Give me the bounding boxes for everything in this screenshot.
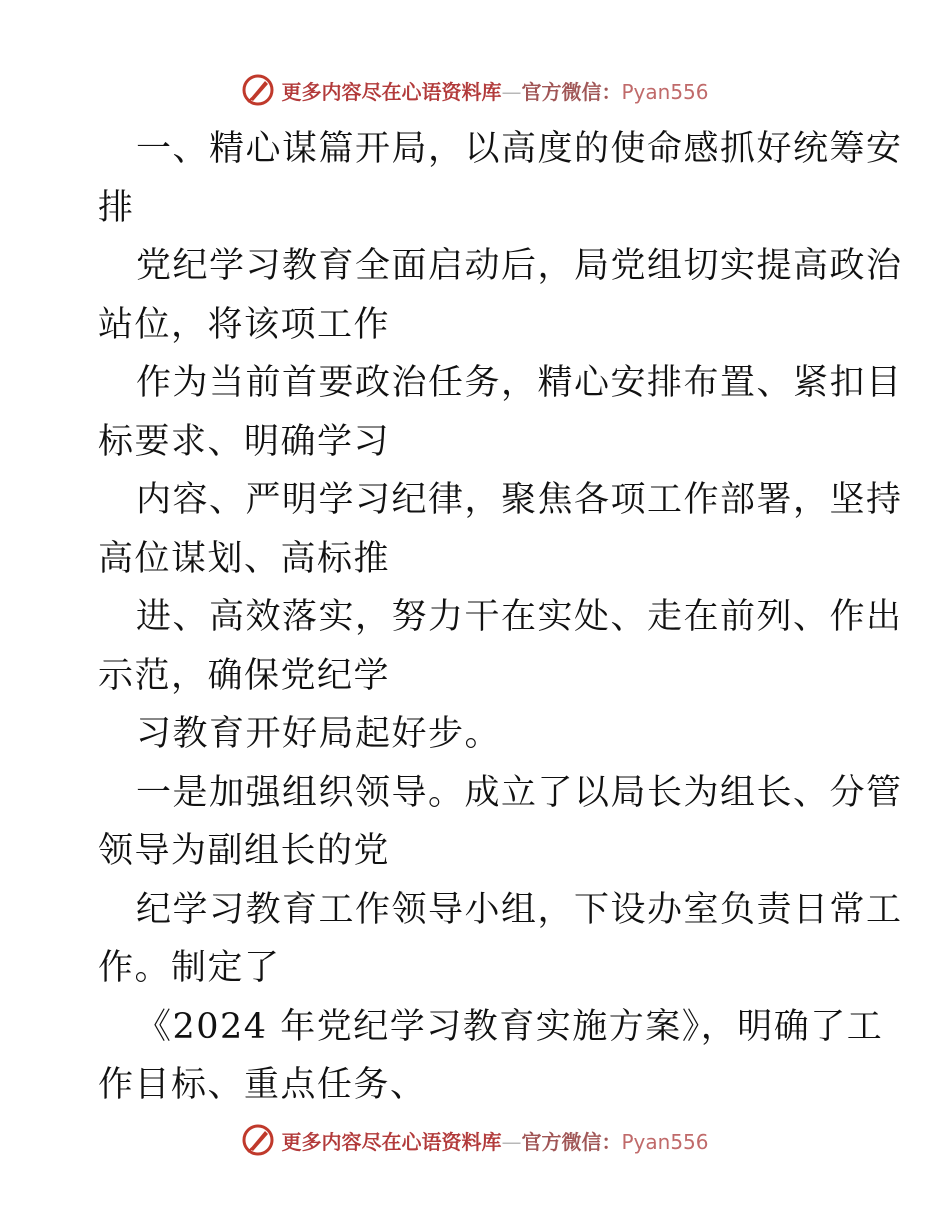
watermark-text <box>281 76 708 105</box>
text-line: 作目标、重点任务、 <box>98 1065 427 1105</box>
text-line: 进、高效落实，努力干在实处、走在前列、作出 <box>136 597 903 637</box>
document-body <box>98 120 903 1115</box>
watermark-text <box>281 1126 708 1155</box>
text-line: 一、精心谋篇开局，以高度的使命感抓好统筹安 <box>136 129 903 169</box>
watermark-separator: — <box>501 79 522 104</box>
quill-pen-icon <box>241 73 275 107</box>
text-line: 一是加强组织领导。成立了以局长为组长、分管 <box>136 772 903 813</box>
header-watermark <box>0 70 950 110</box>
text-line: 排 <box>98 187 135 228</box>
quill-pen-icon <box>241 1123 275 1157</box>
watermark-main: 更多内容尽在心语资料库 <box>281 1129 502 1154</box>
text-line: 站位，将该项工作 <box>98 304 391 345</box>
watermark-main: 更多内容尽在心语资料库 <box>281 79 502 104</box>
watermark-weixin-id: Pyan556 <box>621 1129 709 1154</box>
watermark-weixin-id: Pyan556 <box>621 79 709 104</box>
text-line: 习教育开好局起好步。 <box>136 714 502 754</box>
text-line: 领导为副组长的党 <box>98 831 391 871</box>
text-line: 高位谋划、高标推 <box>98 538 391 579</box>
watermark-weixin-label: 官方微信： <box>521 1129 622 1154</box>
text-line: 纪学习教育工作领导小组，下设办室负责日常工 <box>136 889 903 930</box>
text-line: 《2024 年党纪学习教育实施方案》，明确了工 <box>136 1006 884 1047</box>
watermark-weixin-label: 官方微信： <box>521 79 622 104</box>
footer-watermark <box>0 1120 950 1160</box>
watermark-separator: — <box>501 1129 522 1154</box>
text-line: 党纪学习教育全面启动后，局党组切实提高政治 <box>136 246 903 286</box>
text-line: 作。制定了 <box>98 948 281 988</box>
text-line: 标要求、明确学习 <box>98 421 391 462</box>
text-line: 作为当前首要政治任务，精心安排布置、紧扣目 <box>136 363 903 403</box>
text-line: 示范，确保党纪学 <box>98 655 391 696</box>
text-line: 内容、严明学习纪律，聚焦各项工作部署，坚持 <box>136 480 903 520</box>
